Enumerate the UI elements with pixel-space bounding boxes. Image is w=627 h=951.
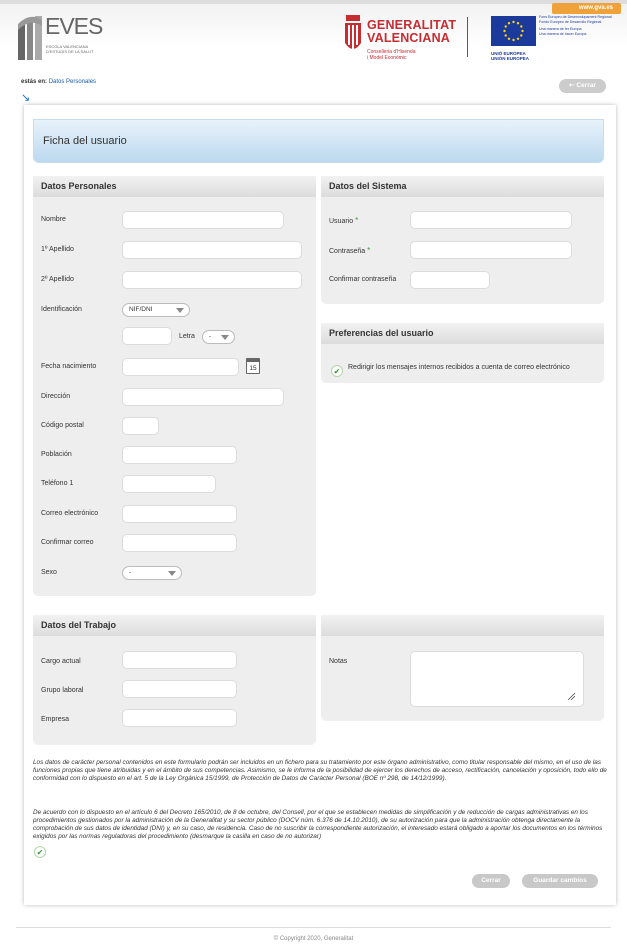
confirmar-correo-input[interactable] bbox=[122, 534, 237, 552]
eu-fund-line3: Una manera de fer Europa bbox=[539, 27, 582, 31]
cargo-label: Cargo actual bbox=[41, 658, 81, 665]
redirect-checkbox[interactable] bbox=[331, 365, 343, 377]
fecha-input[interactable] bbox=[122, 358, 239, 376]
eu-flag-icon bbox=[491, 16, 536, 46]
notas-label: Notas bbox=[329, 658, 348, 665]
gva-link-tab[interactable]: www.gva.es bbox=[552, 3, 621, 14]
telefono-label: Teléfono 1 bbox=[41, 480, 74, 487]
legal-text-1: Los datos de carácter personal contenidos en este formulario podrán ser incluidos en un fichero para su tratamiento por este órgano administrativo, como titular responsable del mismo, en el uso de las funciones propias que tiene atribuidas y en el ámbito de sus competencias. Asimismo, se le informa de la posibilidad de ejercer los derechos de acceso, rectificación, cancelación y oposición, todo ello de conformidad con lo dispuesto en el art. 5 de la Ley Orgánica 15/1999, de Protección de Datos de Carácter Personal (BOE nº 298, de 14/12/1999). bbox=[33, 759, 607, 782]
legal-text-2: De acuerdo con lo dispuesto en el artículo 6 del Decreto 165/2010, de 8 de octubre, del Consell, por el que se establecen medidas de simplificación y de reducción de cargas administrativas en los procedimientos gestionados por la administración de la Generalitat y su sector público (DOCV núm. 6.376 de 14.10.2010), de su autorización para que la administración obtenga directamente la comprobación de sus datos de identidad (DNI) y, en su caso, de residencia. Caso de no suscribir la correspondiente autorización, el interesado estará obligado a aportar los documentos en los términos exigidos por las normas reguladoras del procedimiento (desmarque la casilla en caso de no autorizar) bbox=[33, 809, 603, 840]
confirmar-correo-label: Confirmar correo bbox=[41, 539, 94, 546]
id-type-value: NIF/DNI bbox=[129, 306, 153, 313]
usuario-input[interactable] bbox=[410, 211, 572, 229]
personal-data-panel bbox=[33, 176, 316, 596]
letra-label: Letra bbox=[179, 333, 195, 340]
required-mark: * bbox=[355, 216, 359, 225]
apellido1-label: 1º Apellido bbox=[41, 246, 74, 253]
calendar-icon[interactable]: 15 bbox=[246, 358, 260, 374]
nombre-label: Nombre bbox=[41, 216, 66, 223]
eu-fund-line1: Fons Europeu de Desenvolupament Regional bbox=[539, 15, 612, 19]
eves-logo-text: EVES bbox=[45, 13, 103, 39]
eu-name bbox=[491, 51, 529, 61]
id-type-select[interactable] bbox=[122, 303, 190, 317]
eu-fund-line2: Fondo Europeo de Desarrollo Regional bbox=[539, 19, 602, 24]
cp-label: Código postal bbox=[41, 422, 84, 429]
check-icon: ✔ bbox=[333, 367, 341, 376]
conselleria-name bbox=[367, 49, 415, 61]
generalitat-name-line1: GENERALITAT bbox=[367, 18, 457, 32]
system-data-panel bbox=[321, 176, 604, 304]
grupo-input[interactable] bbox=[122, 680, 237, 698]
fecha-label: Fecha nacimiento bbox=[41, 363, 97, 370]
correo-input[interactable] bbox=[122, 505, 237, 523]
system-data-header: Datos del Sistema bbox=[321, 176, 604, 197]
title-bar bbox=[33, 119, 604, 163]
resize-grip-icon[interactable] bbox=[567, 692, 575, 700]
sexo-select[interactable] bbox=[122, 566, 182, 580]
header-divider bbox=[467, 17, 468, 57]
check-icon: ✔ bbox=[36, 848, 44, 857]
contrasena-label-text: Contraseña bbox=[329, 248, 366, 255]
footer-divider bbox=[16, 927, 611, 928]
apellido2-label: 2º Apellido bbox=[41, 276, 74, 283]
eu-fund-line4: Una manera de hacer Europa bbox=[539, 31, 587, 36]
breadcrumb bbox=[21, 79, 96, 85]
preferences-header: Preferencias del usuario bbox=[321, 323, 604, 344]
eu-fund-text bbox=[539, 15, 612, 36]
eu-name-line2: UNIÓN EUROPEA bbox=[491, 56, 530, 61]
chevron-down-icon bbox=[176, 308, 184, 313]
grupo-label: Grupo laboral bbox=[41, 687, 84, 694]
sexo-value: - bbox=[129, 569, 132, 576]
personal-data-header: Datos Personales bbox=[33, 176, 316, 197]
eves-mark-icon bbox=[18, 16, 42, 60]
cargo-input[interactable] bbox=[122, 651, 237, 669]
nombre-input[interactable] bbox=[122, 211, 284, 229]
direccion-input[interactable] bbox=[122, 388, 284, 406]
chevron-down-icon bbox=[168, 571, 176, 576]
contrasena-label bbox=[329, 246, 370, 255]
sexo-label: Sexo bbox=[41, 569, 57, 576]
top-strip bbox=[0, 0, 627, 4]
conselleria-line2: i Model Econòmic bbox=[367, 55, 407, 61]
back-arrow-icon: ⇠ bbox=[569, 82, 575, 89]
breadcrumb-prefix: estás en: bbox=[21, 79, 48, 85]
generalitat-name bbox=[367, 19, 456, 45]
identificacion-label: Identificación bbox=[41, 306, 82, 313]
notes-panel bbox=[321, 615, 604, 721]
authorization-checkbox[interactable] bbox=[34, 846, 46, 858]
eves-logo[interactable] bbox=[18, 13, 103, 69]
usuario-label bbox=[329, 216, 358, 225]
notes-header bbox=[321, 615, 604, 636]
corner-arrow-icon[interactable]: ↘ bbox=[21, 92, 31, 104]
work-data-panel bbox=[33, 615, 316, 745]
eves-logo-subtitle: ESCOLA VALENCIANA D'ESTUDIS DE LA SALUT bbox=[46, 44, 94, 54]
contrasena-input[interactable] bbox=[410, 241, 572, 259]
usuario-label-text: Usuario bbox=[329, 218, 354, 225]
direccion-label: Dirección bbox=[41, 393, 71, 400]
empresa-label: Empresa bbox=[41, 716, 70, 723]
footer-copyright: © Copyright 2020, Generalitat bbox=[273, 936, 354, 942]
eu-name-line1: UNIÓ EUROPEA bbox=[491, 51, 526, 56]
empresa-input[interactable] bbox=[122, 709, 237, 727]
conselleria-line1: Conselleria d'Hisenda bbox=[367, 49, 416, 55]
work-data-header: Datos del Trabajo bbox=[33, 615, 316, 636]
chevron-down-icon bbox=[221, 335, 229, 340]
preferences-panel bbox=[321, 323, 604, 383]
cancel-button[interactable]: Cerrar bbox=[472, 874, 510, 888]
close-top-label: Cerrar bbox=[576, 82, 596, 89]
generalitat-crest-icon bbox=[343, 15, 363, 55]
page-title: Ficha del usuario bbox=[43, 135, 127, 147]
save-button[interactable]: Guardar cambios bbox=[522, 874, 598, 888]
confirmar-contrasena-input[interactable] bbox=[410, 271, 490, 289]
breadcrumb-link[interactable]: Datos Personales bbox=[48, 79, 97, 85]
telefono-input[interactable] bbox=[122, 475, 216, 493]
poblacion-input[interactable] bbox=[122, 446, 237, 464]
required-mark: * bbox=[367, 246, 371, 255]
generalitat-logo[interactable] bbox=[343, 13, 463, 66]
cp-input[interactable] bbox=[122, 417, 159, 435]
generalitat-name-line2: VALENCIANA bbox=[367, 31, 451, 45]
poblacion-label: Población bbox=[41, 451, 72, 458]
close-top-button[interactable] bbox=[559, 79, 606, 93]
apellido1-input[interactable] bbox=[122, 241, 302, 259]
letra-select[interactable] bbox=[202, 330, 235, 344]
correo-label: Correo electrónico bbox=[41, 510, 99, 517]
apellido2-input[interactable] bbox=[122, 271, 302, 289]
user-form-card bbox=[24, 105, 616, 905]
id-number-input[interactable] bbox=[122, 327, 172, 345]
letra-value: - bbox=[209, 333, 212, 340]
notas-textarea[interactable] bbox=[410, 651, 584, 707]
redirect-label: Redirigir los mensajes internos recibidos a cuenta de correo electrónico bbox=[348, 364, 570, 371]
confirmar-contrasena-label: Confirmar contraseña bbox=[329, 276, 397, 283]
eu-logo[interactable] bbox=[489, 14, 619, 66]
